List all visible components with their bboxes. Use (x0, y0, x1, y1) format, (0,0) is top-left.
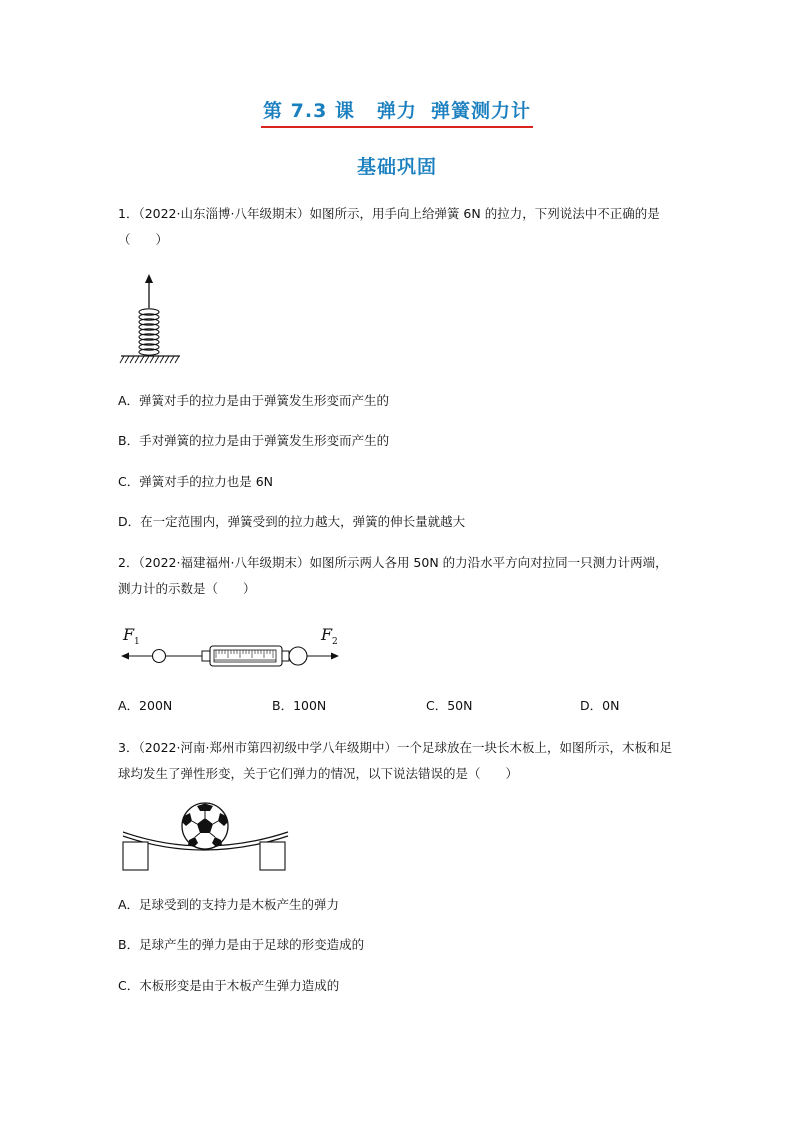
question-1-stem: 1．（2022·山东淄博·八年级期末）如图所示，用手向上给弹簧 6N 的拉力，下列说法中不正确的是（ ） (118, 206, 660, 247)
force-f2-label: F (321, 625, 333, 644)
football-icon (182, 803, 228, 849)
q2-option-c: C．50N (426, 698, 473, 713)
q3-option-b: B．足球产生的弹力是由于足球的形变造成的 (118, 937, 365, 952)
force-f1-subscript: 1 (134, 637, 140, 647)
page-title (0, 96, 794, 125)
q2-option-a: A．200N (118, 698, 173, 713)
topic-spring-scale: 弹簧测力计 (430, 100, 531, 122)
football-on-board-figure (118, 802, 293, 874)
force-f2-subscript: 2 (332, 637, 338, 647)
q3-option-a: A．足球受到的支持力是木板产生的弹力 (118, 897, 340, 912)
q1-option-d: D．在一定范围内，弹簧受到的拉力越大，弹簧的伸长量就越大 (118, 514, 466, 529)
q2-option-b: B．100N (272, 698, 327, 713)
lesson-number: 第 7.3 课 (263, 100, 355, 122)
section-heading: 基础巩固 (356, 156, 437, 178)
title-underline (261, 126, 533, 128)
q2-option-d: D．0N (580, 698, 620, 713)
spring-scale-figure (118, 620, 344, 670)
q3-option-c: C．木板形变是由于木板产生弹力造成的 (118, 978, 340, 993)
question-2-stem: 2．（2022·福建福州·八年级期末）如图所示两人各用 50N 的力沿水平方向对拉同一只测力计两端，测力计的示数是（ ） (118, 555, 668, 596)
topic-elastic-force: 弹力 (376, 100, 417, 122)
q1-option-b: B．手对弹簧的拉力是由于弹簧发生形变而产生的 (118, 433, 390, 448)
force-f1-label: F (123, 625, 135, 644)
q1-option-a: A．弹簧对手的拉力是由于弹簧发生形变而产生的 (118, 393, 390, 408)
question-3-stem: 3．（2022·河南·郑州市第四初级中学八年级期中）一个足球放在一块长木板上，如图所示，木板和足球均发生了弹性形变，关于它们弹力的情况，以下说法错误的是（ ） (118, 740, 672, 781)
q1-option-c: C．弹簧对手的拉力也是 6N (118, 474, 274, 489)
spring-figure (118, 274, 188, 368)
